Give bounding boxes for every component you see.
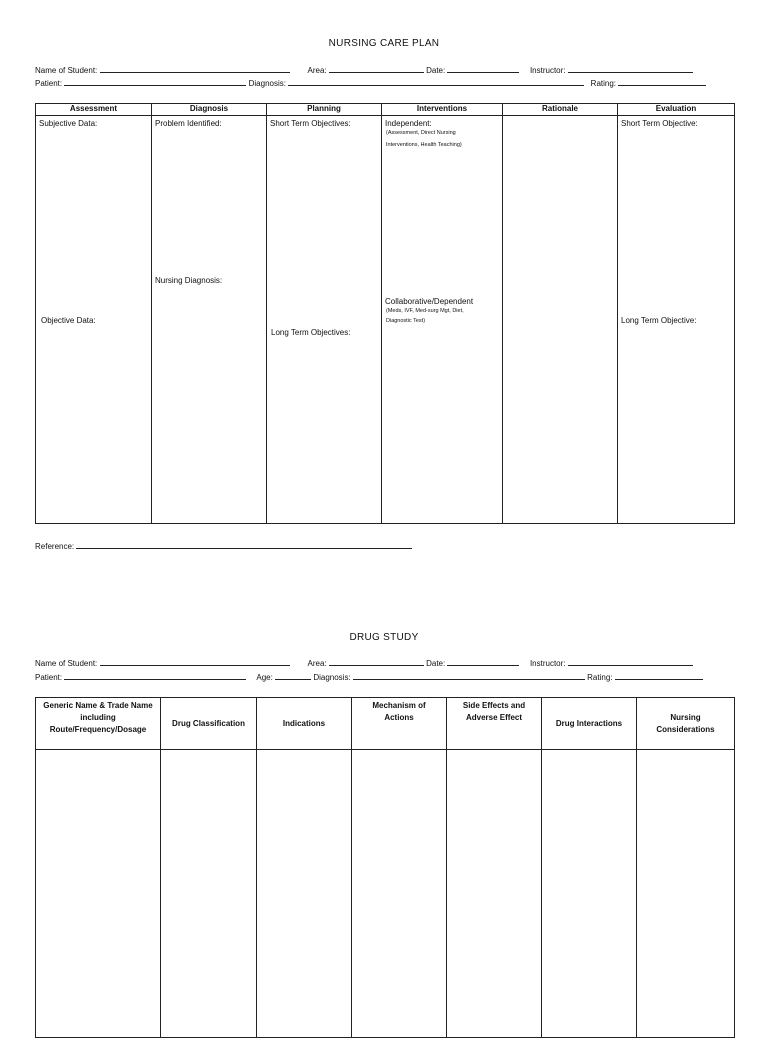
ds-name-of-student-field[interactable] (100, 657, 290, 666)
reference-label: Reference: (35, 542, 75, 551)
name-of-student-field[interactable] (100, 64, 290, 73)
drug-interactions-cell[interactable] (542, 750, 637, 1038)
name-of-student-label: Name of Student: (35, 66, 98, 75)
col-rationale: Rationale (503, 104, 618, 116)
instructor-field[interactable] (568, 64, 693, 73)
evaluation-cell[interactable] (618, 116, 735, 524)
drug-study-header-row-1 (35, 657, 693, 668)
ds-rating-label: Rating: (587, 673, 613, 682)
mechanism-cell[interactable] (352, 750, 447, 1038)
indications-cell[interactable] (257, 750, 352, 1038)
col-diagnosis: Diagnosis (152, 104, 267, 116)
problem-identified-label: Problem Identified: (155, 119, 222, 128)
subjective-data-label: Subjective Data: (39, 119, 98, 128)
col-drug-interactions: Drug Interactions (542, 698, 637, 750)
eval-long-term-label: Long Term Objective: (621, 316, 697, 325)
side-effects-cell[interactable] (447, 750, 542, 1038)
drug-study-header-row-2 (35, 671, 703, 682)
ds-rating-field[interactable] (615, 671, 703, 680)
ds-name-of-student-label: Name of Student: (35, 659, 98, 668)
col-evaluation: Evaluation (618, 104, 735, 116)
ds-area-field[interactable] (329, 657, 424, 666)
diagnosis-cell[interactable] (152, 116, 267, 524)
planning-cell[interactable] (267, 116, 382, 524)
col-interventions: Interventions (382, 104, 503, 116)
generic-name-cell[interactable] (36, 750, 161, 1038)
ds-instructor-label: Instructor: (529, 659, 566, 668)
independent-note-2: Interventions, Health Teaching) (386, 142, 462, 148)
collaborative-note-1: (Meds, IVF, Med-surg Mgt, Diet, (386, 308, 464, 314)
care-plan-table (35, 103, 735, 524)
patient-label: Patient: (35, 79, 63, 88)
eval-short-term-label: Short Term Objective: (621, 119, 698, 128)
nursing-considerations-cell[interactable] (637, 750, 735, 1038)
ds-patient-label: Patient: (35, 673, 63, 682)
ds-date-field[interactable] (447, 657, 519, 666)
ds-date-label: Date: (426, 659, 446, 668)
col-side-effects: Side Effects and Adverse Effect (447, 698, 542, 750)
ds-patient-field[interactable] (64, 671, 246, 680)
drug-classification-cell[interactable] (161, 750, 257, 1038)
care-plan-header-row-1 (35, 64, 693, 75)
independent-label: Independent: (385, 119, 432, 128)
reference-row (35, 540, 412, 551)
ds-diagnosis-label: Diagnosis: (313, 673, 351, 682)
diagnosis-label: Diagnosis: (248, 79, 286, 88)
instructor-label: Instructor: (529, 66, 566, 75)
drug-study-table (35, 697, 735, 1038)
ds-area-label: Area: (307, 659, 327, 668)
area-label: Area: (307, 66, 327, 75)
drug-study-title: DRUG STUDY (349, 632, 419, 643)
col-planning: Planning (267, 104, 382, 116)
patient-field[interactable] (64, 77, 246, 86)
col-generic-name: Generic Name & Trade Name including Route/Frequency/Dosage (36, 698, 161, 750)
objective-data-label: Objective Data: (41, 316, 96, 325)
diagnosis-field[interactable] (288, 77, 584, 86)
care-plan-header-row-2 (35, 77, 706, 88)
collaborative-label: Collaborative/Dependent (385, 297, 474, 306)
col-indications: Indications (257, 698, 352, 750)
collaborative-note-2: Diagnostic Test) (386, 318, 426, 324)
short-term-objectives-label: Short Term Objectives: (270, 119, 351, 128)
nursing-diagnosis-label: Nursing Diagnosis: (155, 276, 223, 285)
reference-field[interactable] (76, 540, 412, 549)
ds-instructor-field[interactable] (568, 657, 693, 666)
col-assessment: Assessment (36, 104, 152, 116)
rating-field[interactable] (618, 77, 706, 86)
rating-label: Rating: (590, 79, 617, 88)
date-label: Date: (426, 66, 446, 75)
date-field[interactable] (447, 64, 519, 73)
long-term-objectives-label: Long Term Objectives: (271, 328, 351, 337)
ds-diagnosis-field[interactable] (353, 671, 585, 680)
assessment-cell[interactable] (36, 116, 152, 524)
interventions-cell[interactable] (382, 116, 503, 524)
rationale-cell[interactable] (503, 116, 618, 524)
ds-age-field[interactable] (275, 671, 311, 680)
area-field[interactable] (329, 64, 424, 73)
col-mechanism-of-actions: Mechanism of Actions (352, 698, 447, 750)
care-plan-title: NURSING CARE PLAN (328, 38, 440, 49)
col-drug-classification: Drug Classification (161, 698, 257, 750)
ds-age-label: Age: (256, 673, 273, 682)
col-nursing-considerations: Nursing Considerations (637, 698, 735, 750)
independent-note-1: (Assessment, Direct Nursing (386, 130, 456, 136)
